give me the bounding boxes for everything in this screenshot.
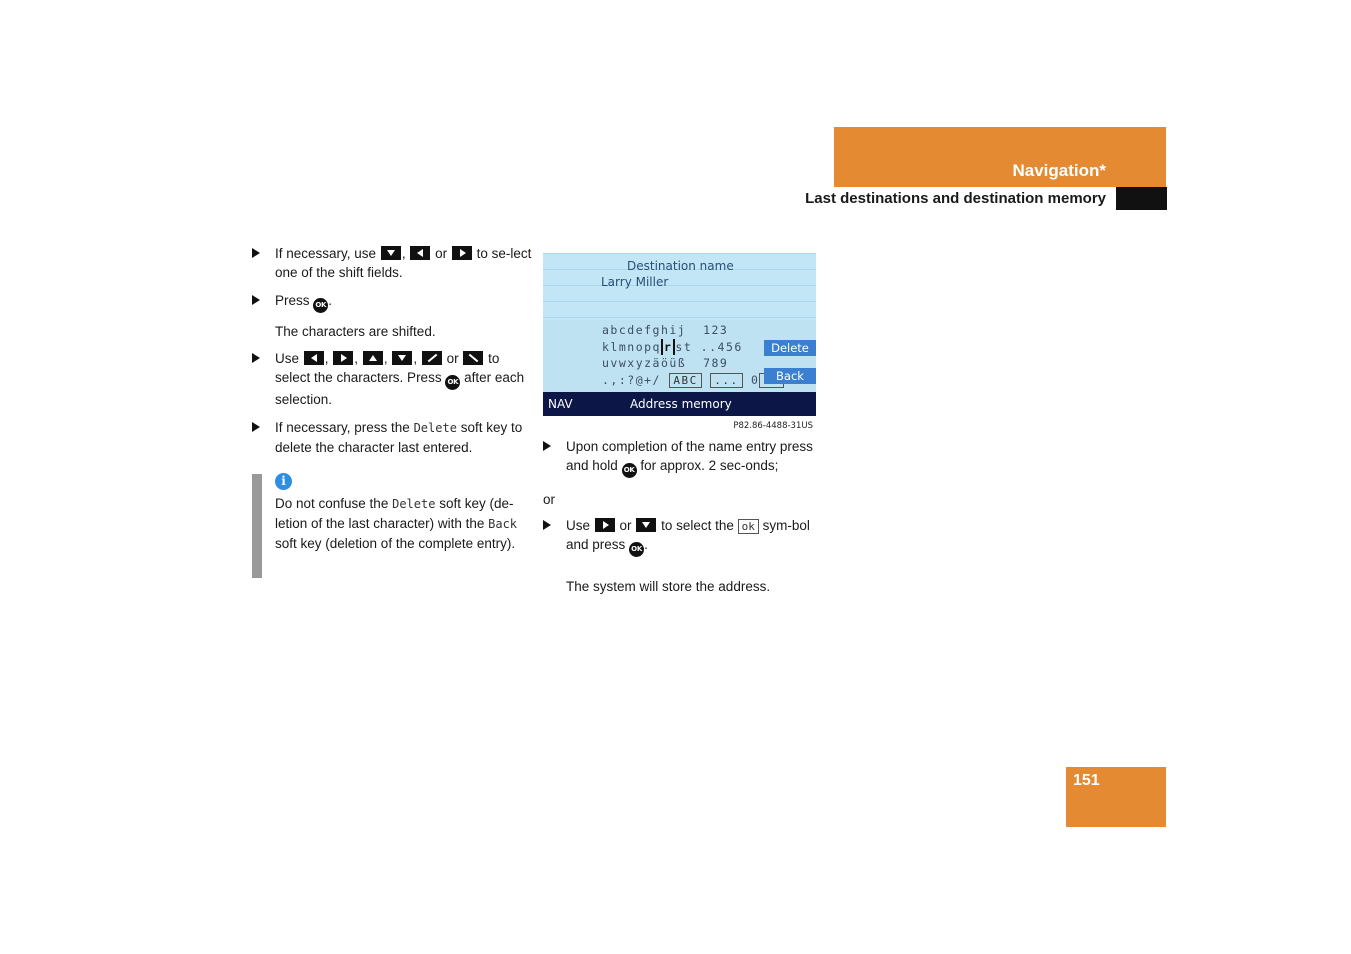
bullet-arrow-icon xyxy=(252,295,260,305)
abc-shift-field: ABC xyxy=(669,373,701,388)
step-text: for approx. 2 sec-onds; xyxy=(640,458,779,473)
step-text: to select the characters. Press xyxy=(275,351,500,385)
step-text: sym-bol and press xyxy=(566,518,810,552)
left-key-icon xyxy=(304,351,324,365)
step-text: after each selection. xyxy=(275,370,525,407)
figure-code: P82.86-4488-31US xyxy=(733,421,813,431)
step-select-ok-symbol: Use or to select the ok sym-bol and press OK . xyxy=(543,516,818,557)
step-text: soft key to delete the character last entered. xyxy=(275,420,523,455)
step-result: The system will store the address. xyxy=(566,579,771,594)
note-sidebar xyxy=(252,474,262,578)
up-key-icon xyxy=(363,351,383,365)
navigation-screen-figure xyxy=(543,253,816,416)
bullet-arrow-icon xyxy=(252,422,260,432)
screen-field-title: Destination name xyxy=(627,259,734,273)
softkey-delete: Delete xyxy=(764,340,816,356)
softkey-name-delete: Delete xyxy=(413,421,457,435)
right-key-icon xyxy=(452,246,472,260)
bullet-arrow-icon xyxy=(543,520,551,530)
screen-menu-title: Address memory xyxy=(630,397,732,411)
right-key-icon xyxy=(595,518,615,532)
softkey-name-back: Back xyxy=(488,517,518,531)
screen-nav-label: NAV xyxy=(548,397,573,411)
down-key-icon xyxy=(392,351,412,365)
ok-button-icon: OK xyxy=(622,463,637,478)
bullet-arrow-icon xyxy=(543,441,551,451)
keyboard-row: .,:?@+/ ABC ... 0 xyxy=(602,372,784,389)
down-key-icon xyxy=(636,518,656,532)
softkey-back: Back xyxy=(764,368,816,384)
ellipsis-field: ... xyxy=(710,373,742,388)
step-text: If necessary, press the xyxy=(275,420,410,435)
step-text: Use xyxy=(275,351,300,366)
section-header-band xyxy=(834,127,1166,187)
info-icon: i xyxy=(275,473,292,490)
info-note xyxy=(252,473,532,553)
down-key-icon xyxy=(381,246,401,260)
keyboard-row: abcdefghij 123 xyxy=(602,323,729,337)
step-text: Press xyxy=(275,293,310,308)
character-cursor: r xyxy=(661,339,675,356)
page-number-box xyxy=(1066,767,1166,827)
subsection-title: Last destinations and destination memory xyxy=(805,190,1106,207)
step-text: If necessary, use xyxy=(275,246,377,261)
step-select-shift-field: If necessary, use , or to se-lect one of the shift fields. xyxy=(252,244,532,282)
ok-button-icon: OK xyxy=(445,375,460,390)
ok-symbol-icon: ok xyxy=(738,519,759,534)
step-text: to select the xyxy=(661,518,734,533)
bullet-arrow-icon xyxy=(252,353,260,363)
right-key-icon xyxy=(333,351,353,365)
section-title: Navigation* xyxy=(1012,161,1106,180)
ok-button-icon: OK xyxy=(313,298,328,313)
header-marker xyxy=(1116,187,1167,210)
step-delete-character xyxy=(252,418,532,457)
step-text: Use xyxy=(566,518,591,533)
bullet-arrow-icon xyxy=(252,248,260,258)
step-result: The characters are shifted. xyxy=(275,324,436,339)
ok-button-icon: OK xyxy=(629,542,644,557)
step-select-characters: Use , , , , or to select the characters. Press OK after each selection. xyxy=(252,349,532,409)
note-text: soft key (deletion of the complete entry). xyxy=(275,536,516,551)
keyboard-row: uvwxyzäöüß 789 xyxy=(602,356,729,370)
step-text: to se-lect one of the shift fields. xyxy=(275,246,532,280)
character-keyboard xyxy=(602,322,784,388)
left-key-icon xyxy=(410,246,430,260)
alternative-or: or xyxy=(543,492,556,507)
step-text: Upon completion of the name entry press and hold xyxy=(566,439,813,473)
step-press-ok: Press OK . xyxy=(252,291,532,313)
left-column xyxy=(252,244,532,553)
note-text: Do not confuse the xyxy=(275,496,389,511)
screen-field-value: Larry Miller xyxy=(601,275,669,289)
screen-status-bar xyxy=(543,392,816,416)
page-number: 151 xyxy=(1073,772,1100,789)
step-text: or xyxy=(446,351,459,366)
middle-column xyxy=(543,437,818,604)
keyboard-row: klmnopq r st ..456 xyxy=(602,339,743,354)
softkey-name-delete: Delete xyxy=(392,497,436,511)
diagonal-down-key-icon xyxy=(463,351,483,365)
note-text: soft key (de-letion of the last character) with the xyxy=(275,496,514,531)
diagonal-up-key-icon xyxy=(422,351,442,365)
step-text: or xyxy=(435,246,448,261)
step-text: or xyxy=(619,518,632,533)
step-hold-ok xyxy=(543,437,818,478)
